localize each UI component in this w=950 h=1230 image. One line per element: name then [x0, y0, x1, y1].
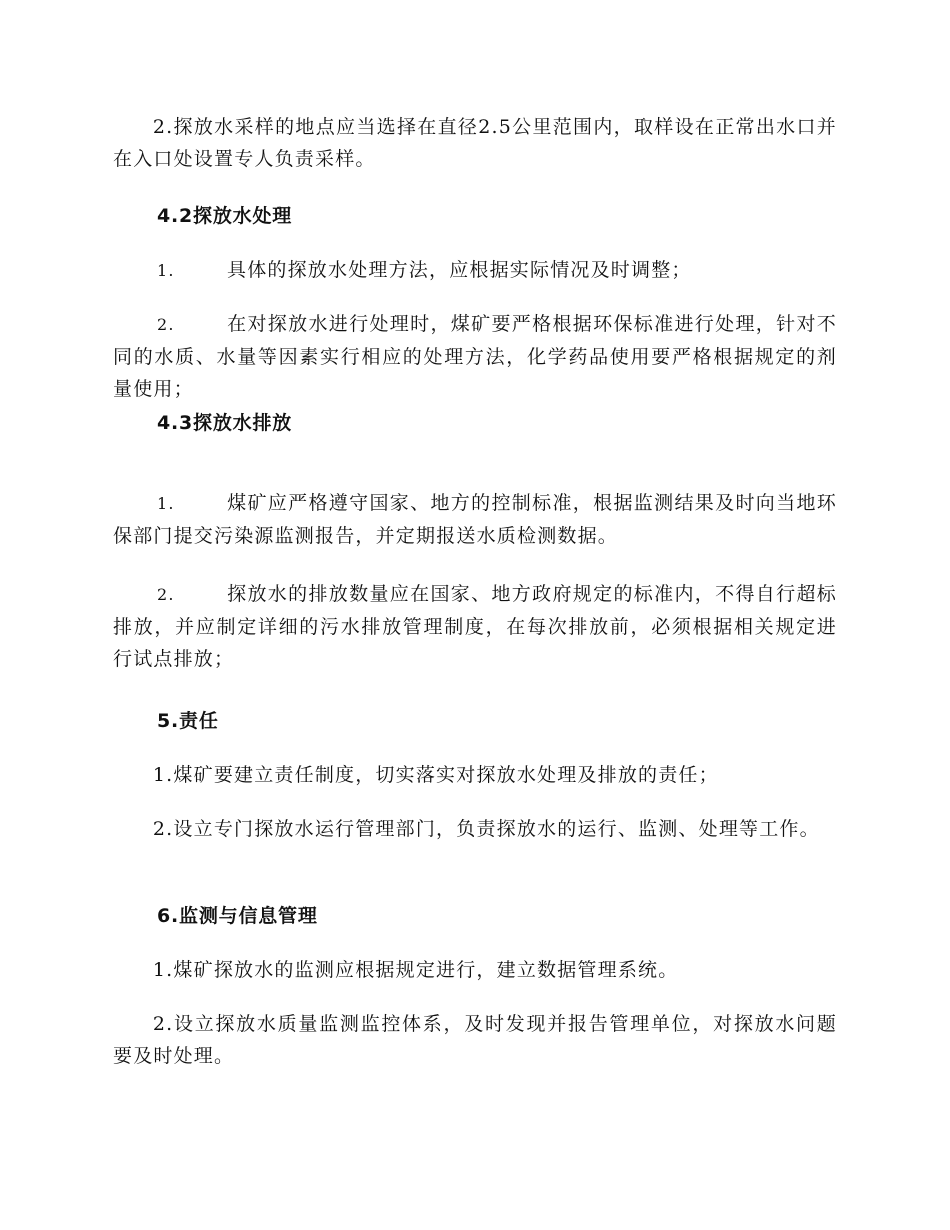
list-text: 探放水的排放数量应在国家、地方政府规定的标准内，不得自行超标排放，并应制定详细的污水排放管理制度，在每次排放前，必须根据相关规定进行试点排放；: [113, 583, 837, 670]
list-item-4-2-2: [113, 308, 837, 405]
list-number: 2.: [157, 585, 175, 604]
list-number: 1.: [157, 261, 175, 280]
list-number: 1.: [157, 494, 175, 513]
section-heading-4-3: 4.3探放水排放: [157, 412, 293, 434]
list-item-4-3-1: [113, 487, 837, 552]
section-heading-5: 5.责任: [157, 710, 219, 732]
list-number: 2.: [157, 315, 175, 334]
list-text: 具体的探放水处理方法，应根据实际情况及时调整；: [227, 259, 692, 281]
paragraph-sample-location: 2.探放水采样的地点应当选择在直径2.5公里范围内，取样设在正常出水口并在入口处设置专人负责采样。: [113, 116, 837, 170]
paragraph-5-2: 2.设立专门探放水运行管理部门，负责探放水的运行、监测、处理等工作。: [152, 818, 820, 840]
section-heading-6: 6.监测与信息管理: [157, 905, 318, 927]
section-heading-4-2: 4.2探放水处理: [157, 205, 293, 227]
paragraph-5-1: 1.煤矿要建立责任制度，切实落实对探放水处理及排放的责任；: [152, 764, 719, 786]
list-item-4-3-2: [113, 578, 837, 675]
paragraph-6-2: 2.设立探放水质量监测监控体系，及时发现并报告管理单位，对探放水问题要及时处理。: [113, 1013, 837, 1067]
list-text: 在对探放水进行处理时，煤矿要严格根据环保标准进行处理，针对不同的水质、水量等因素实行相应的处理方法，化学药品使用要严格根据规定的剂量使用；: [113, 313, 837, 400]
list-text: 煤矿应严格遵守国家、地方的控制标准，根据监测结果及时向当地环保部门提交污染源监测报告，并定期报送水质检测数据。: [113, 492, 837, 547]
paragraph-6-1: 1.煤矿探放水的监测应根据规定进行，建立数据管理系统。: [152, 959, 679, 981]
list-item-4-2-1: [113, 254, 837, 287]
